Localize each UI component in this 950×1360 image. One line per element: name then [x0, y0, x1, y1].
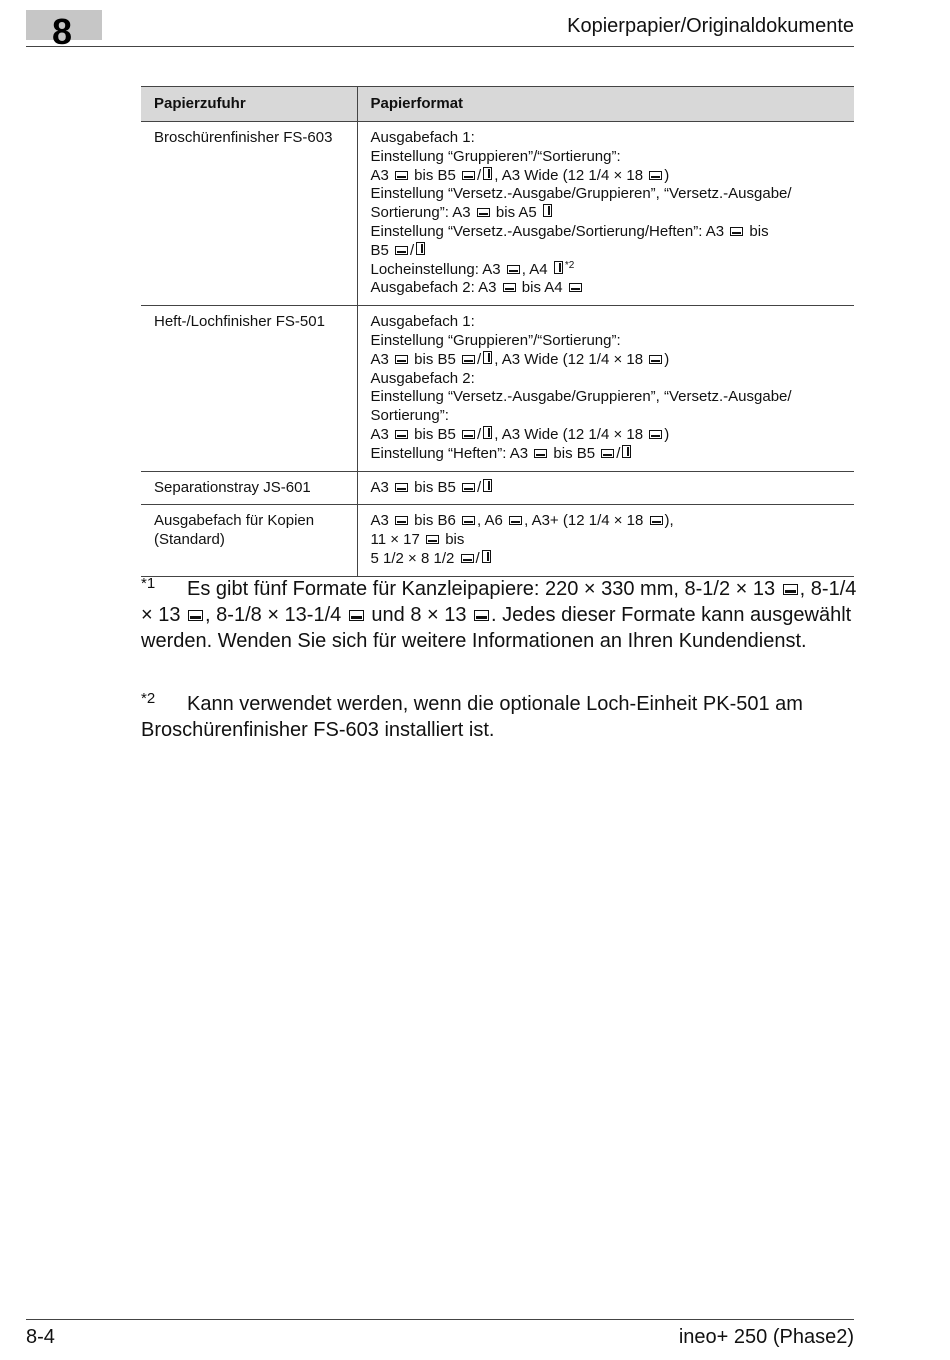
paper-format-line: Einstellung “Versetz.-Ausgabe/Gruppieren”, “Versetz.-Ausgabe/ — [370, 388, 792, 406]
paper-format-line: Ausgabefach 1: — [370, 129, 475, 146]
paper-format-line: Einstellung “Gruppieren”/“Sortierung”: — [370, 331, 621, 349]
header-divider — [26, 46, 854, 47]
paper-portrait-icon — [416, 242, 425, 255]
page-number: 8-4 — [26, 1326, 55, 1348]
footnote-1: *1 Es gibt fünf Formate für Kanzleipapiere: 220 × 330 mm, 8-1/2 × 13 , 8-1/4 × 13 , 8-1/8 × 13-1/4 und 8 × 13 . Jedes dieser Formate kann ausgewählt werden. Wenden Sie sich für weitere Informationen an Ihren Kundendienst. — [141, 575, 857, 652]
chapter-number: 8 — [52, 11, 73, 52]
paper-source-cell: Broschürenfinisher FS-603 — [141, 122, 357, 306]
paper-format-line: Sortierung”: A3 bis A5 — [371, 204, 845, 223]
paper-format-line: 5 1/2 × 8 1/2 / — [371, 550, 845, 569]
paper-landscape-icon — [426, 535, 439, 544]
paper-landscape-icon — [503, 283, 516, 292]
paper-format-line: Einstellung “Gruppieren”/“Sortierung”: — [370, 147, 621, 165]
paper-format-line: A3 bis B5 / , A3 Wide (12 1/4 × 18 ) — [370, 166, 670, 184]
footnote-2: *2 Kann verwendet werden, wenn die optionale Loch-Einheit PK-501 am Broschürenfinisher FS-603 installiert ist. — [141, 690, 803, 741]
paper-portrait-icon — [483, 426, 492, 439]
paper-format-line: Locheinstellung: A3 , A4 $^{*2}$ — [370, 259, 575, 278]
paper-landscape-icon — [395, 355, 408, 364]
column-header-papierzufuhr: Papierzufuhr — [141, 87, 357, 122]
paper-landscape-icon — [474, 610, 489, 621]
paper-source-cell: Separationstray JS-601 — [141, 471, 357, 505]
page-title: Kopierpapier/Originaldokumente — [567, 15, 854, 37]
paper-format-cell — [357, 122, 854, 306]
footnote-text: Kann verwendet werden, wenn die optionale Loch-Einheit PK-501 am Broschürenfinisher FS-603 installiert ist. — [141, 693, 803, 741]
paper-portrait-icon — [554, 261, 563, 274]
paper-landscape-icon — [395, 483, 408, 492]
paper-portrait-icon — [483, 351, 492, 364]
paper-format-line: A3 bis B6 , A6 , A3+ (12 1/4 × 18 ), — [370, 512, 674, 530]
paper-landscape-icon — [462, 483, 475, 492]
paper-format-line: Ausgabefach 2: A3 bis A4 — [371, 279, 845, 298]
paper-landscape-icon — [462, 355, 475, 364]
paper-landscape-icon — [601, 449, 614, 458]
table-header-row — [141, 87, 854, 122]
table-row — [141, 306, 854, 471]
paper-landscape-icon — [349, 610, 364, 621]
paper-landscape-icon — [462, 430, 475, 439]
footnote-reference: *2 — [564, 259, 575, 271]
paper-landscape-icon — [534, 449, 547, 458]
paper-format-line: Einstellung “Versetz.-Ausgabe/Sortierung/Heften”: A3 bis — [370, 222, 769, 240]
product-name: ineo+ 250 (Phase2) — [678, 1326, 854, 1348]
paper-portrait-icon — [482, 550, 491, 563]
paper-portrait-icon — [622, 445, 631, 458]
paper-landscape-icon — [395, 430, 408, 439]
footer-divider — [26, 1319, 854, 1320]
paper-landscape-icon — [649, 171, 662, 180]
paper-landscape-icon — [477, 208, 490, 217]
paper-format-line: A3 bis B5 / , A3 Wide (12 1/4 × 18 ) — [370, 425, 670, 443]
paper-format-line: 11 × 17 bis — [370, 531, 465, 549]
paper-landscape-icon — [462, 516, 475, 525]
paper-portrait-icon — [543, 204, 552, 217]
table-row — [141, 505, 854, 576]
paper-source-cell: Heft-/Lochfinisher FS-501 — [141, 306, 357, 471]
paper-format-line: Einstellung “Heften”: A3 bis B5 / — [371, 445, 845, 464]
paper-portrait-icon — [483, 479, 492, 492]
paper-landscape-icon — [730, 227, 743, 236]
paper-landscape-icon — [649, 430, 662, 439]
table-row — [141, 122, 854, 306]
paper-format-cell — [357, 471, 854, 505]
paper-landscape-icon — [395, 171, 408, 180]
paper-landscape-icon — [507, 265, 520, 274]
paper-portrait-icon — [483, 167, 492, 180]
paper-format-line: B5 / — [371, 242, 845, 261]
paper-landscape-icon — [461, 554, 474, 563]
paper-format-line: A3 bis B5 / — [371, 479, 845, 498]
column-header-papierformat: Papierformat — [357, 87, 854, 122]
paper-format-cell — [357, 306, 854, 471]
paper-format-table — [141, 86, 854, 577]
paper-format-line: A3 bis B5 / , A3 Wide (12 1/4 × 18 ) — [370, 350, 670, 368]
paper-landscape-icon — [569, 283, 582, 292]
paper-landscape-icon — [783, 584, 798, 595]
table-row — [141, 471, 854, 505]
paper-landscape-icon — [462, 171, 475, 180]
table-body — [141, 122, 854, 577]
footnote-text: Es gibt fünf Formate für Kanzleipapiere: 220 × 330 mm, 8-1/2 × 13 , 8-1/4 × 13 , 8-1/8 × 13-1/4 und 8 × 13 . Jedes dieser Formate kann ausgewählt werden. Wenden Sie sich für weitere Informationen an Ihren Kundendienst. — [141, 578, 857, 652]
paper-format-line: Ausgabefach 2: — [370, 369, 475, 387]
paper-format-line: Ausgabefach 1: — [370, 313, 475, 331]
paper-landscape-icon — [650, 516, 663, 525]
paper-landscape-icon — [395, 246, 408, 255]
paper-landscape-icon — [395, 516, 408, 525]
paper-landscape-icon — [188, 610, 203, 621]
paper-source-cell: Ausgabefach für Kopien (Standard) — [141, 505, 357, 576]
paper-format-line: Sortierung”: — [370, 407, 449, 425]
paper-format-line: Einstellung “Versetz.-Ausgabe/Gruppieren”, “Versetz.-Ausgabe/ — [370, 185, 792, 203]
paper-landscape-icon — [509, 516, 522, 525]
paper-landscape-icon — [649, 355, 662, 364]
paper-format-cell — [357, 505, 854, 576]
